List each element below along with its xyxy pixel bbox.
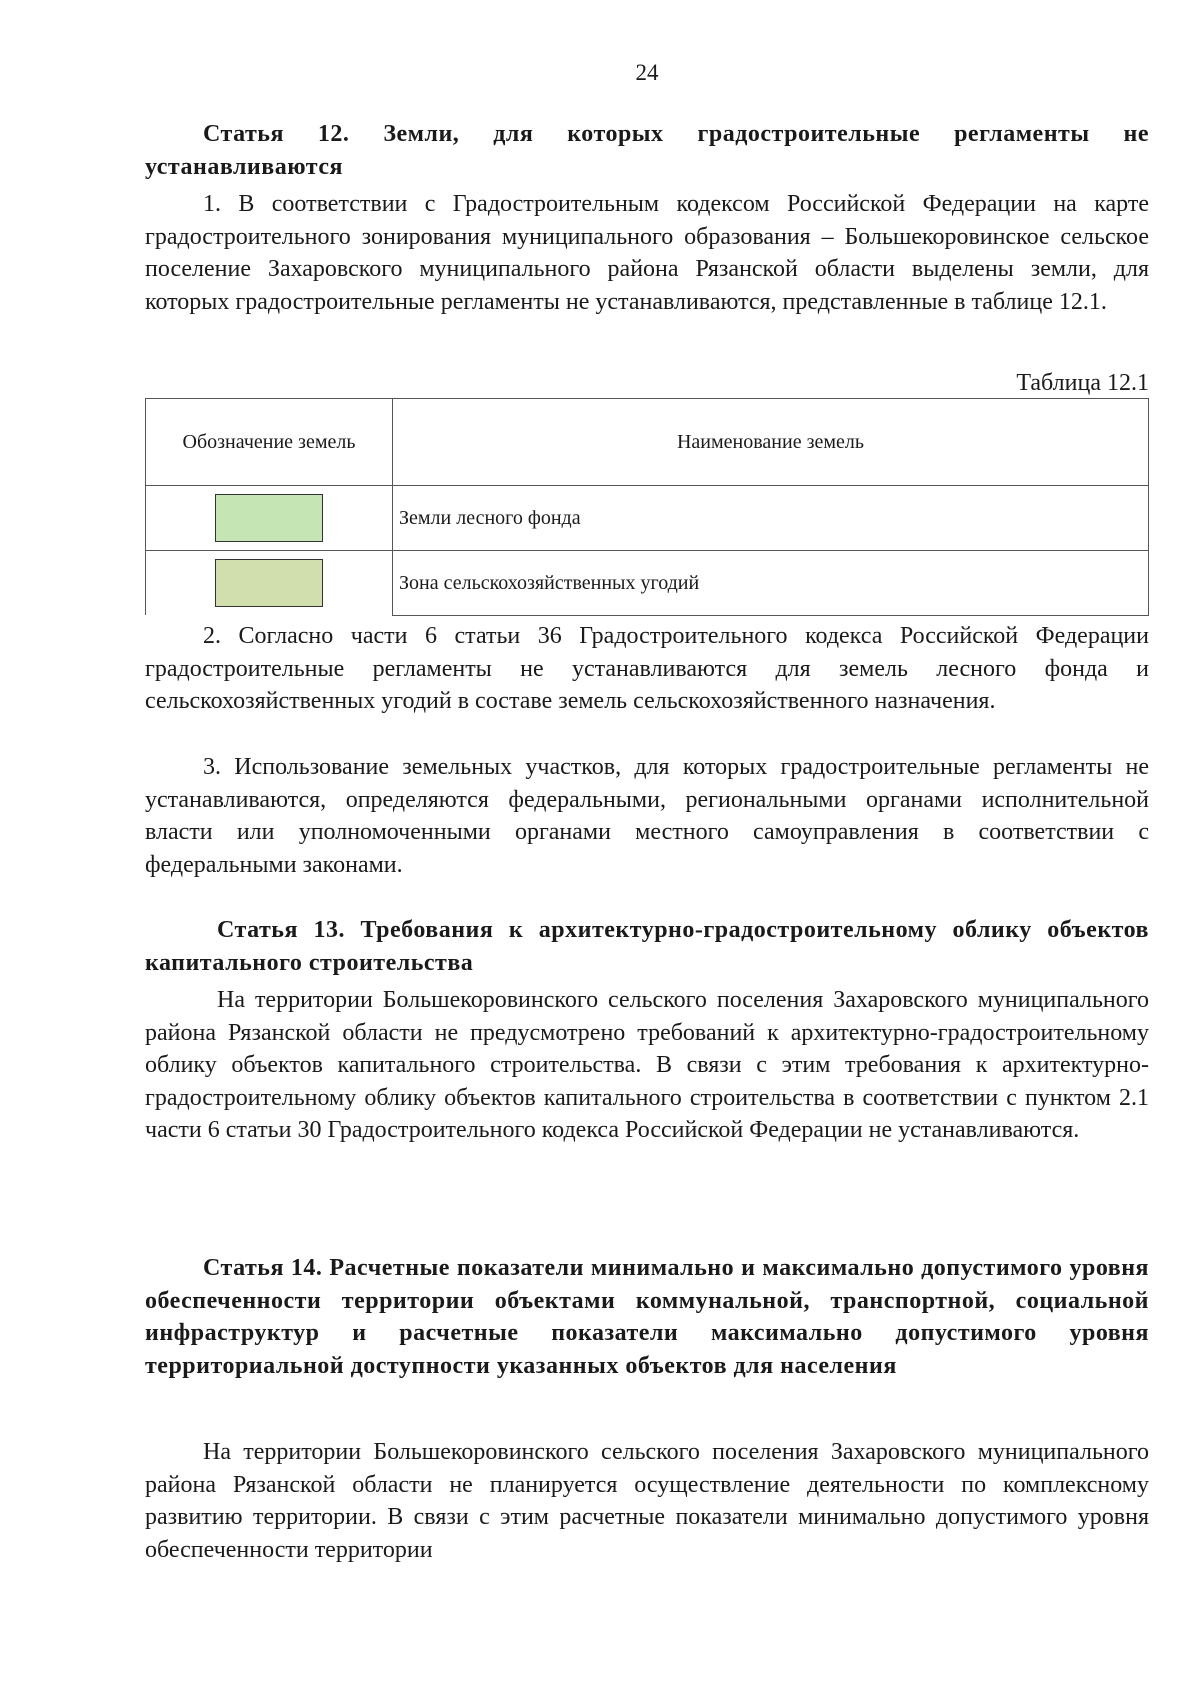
table-cell-name: Земли лесного фонда	[393, 486, 1149, 551]
article-13-heading: Статья 13. Требования к архитектурно-градостроительному облику объектов капитального строительства	[145, 917, 1149, 976]
article-12-paragraph-3: 3. Использование земельных участков, для которых градостроительные регламенты не устанавливаются, определяются федеральными, региональными органами исполнительной власти или уполномоченными органами местного самоуправления в соответствии с федеральными законами.	[145, 754, 1149, 878]
table-header-row	[146, 399, 1149, 486]
page-number: 24	[635, 60, 659, 85]
table-row	[146, 551, 1149, 616]
table-cell-swatch	[146, 486, 393, 551]
article-12-heading: Статья 12. Земли, для которых градостроительные регламенты не устанавливаются	[145, 121, 1149, 180]
forest-land-swatch	[215, 494, 323, 542]
table-row	[146, 486, 1149, 551]
lands-table	[145, 398, 1149, 616]
article-14-paragraph-1: На территории Большекоровинского сельского поселения Захаровского муниципального района Рязанской области не планируется осуществление деятельности по комплексному развитию территории. В связи с этим расчетные показатели минимально допустимого уровня обеспеченности территории	[145, 1439, 1149, 1563]
article-13-paragraph-1: На территории Большекоровинского сельского поселения Захаровского муниципального района Рязанской области не предусмотрено требований к архитектурно-градостроительному облику объектов капитального строительства. В связи с этим требования к архитектурно-градостроительному облику объектов капитального строительства в соответствии с пунктом 2.1 части 6 статьи 30 Градостроительного кодекса Российской Федерации не устанавливаются.	[145, 987, 1149, 1144]
article-12-paragraph-1: 1. В соответствии с Градостроительным кодексом Российской Федерации на карте градостроительного зонирования муниципального образования – Большекоровинское сельское поселение Захаровского муниципального района Рязанской области выделены земли, для которых градостроительные регламенты не устанавливаются, представленные в таблице 12.1.	[145, 191, 1149, 315]
table-cell-name: Зона сельскохозяйственных угодий	[393, 551, 1149, 616]
table-header-name: Наименование земель	[393, 399, 1149, 486]
table-cell-swatch	[146, 551, 393, 616]
article-14-heading: Статья 14. Расчетные показатели минимально и максимально допустимого уровня обеспеченности территории объектами коммунальной, транспортной, социальной инфраструктур и расчетные показатели максимально допустимого уровня территориальной доступности указанных объектов для населения	[145, 1255, 1149, 1379]
agricultural-land-swatch	[215, 559, 323, 607]
table-caption: Таблица 12.1	[1016, 370, 1149, 396]
table-header-designation: Обозначение земель	[146, 399, 393, 486]
article-12-paragraph-2: 2. Согласно части 6 статьи 36 Градостроительного кодекса Российской Федерации градостроительные регламенты не устанавливаются для земель лесного фонда и сельскохозяйственных угодий в составе земель сельскохозяйственного назначения.	[145, 623, 1149, 715]
